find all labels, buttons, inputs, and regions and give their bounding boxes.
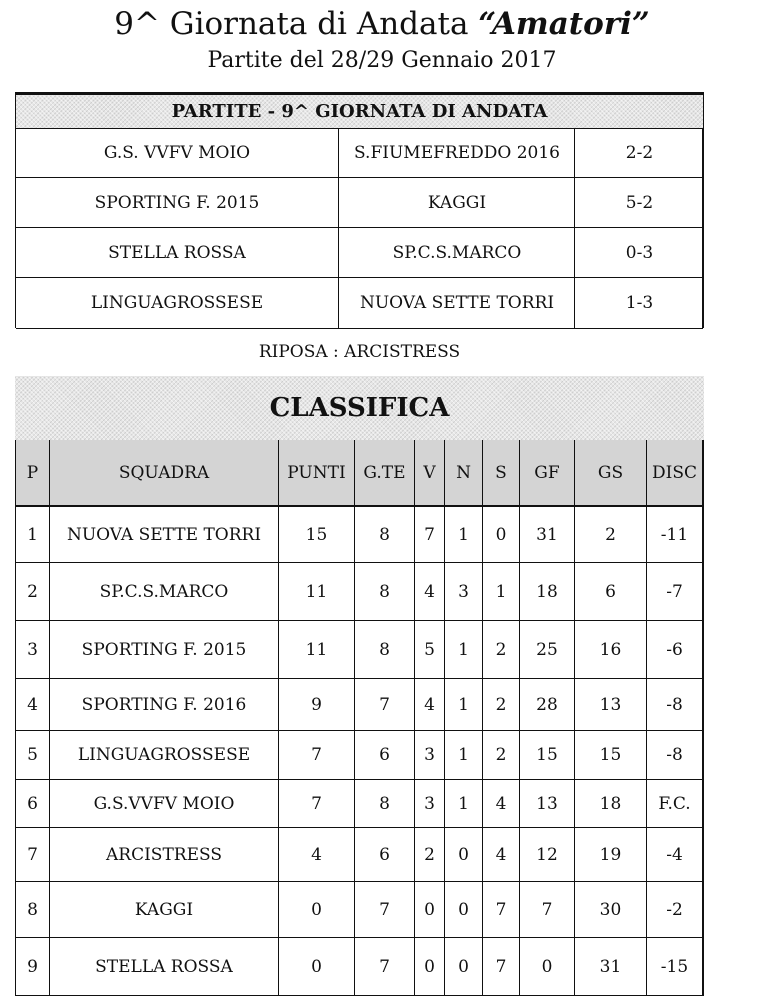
cell-goals-for: 31: [520, 507, 575, 563]
table-row: [15, 731, 704, 780]
cell-position: 9: [15, 938, 50, 996]
cell-goals-for: 18: [520, 563, 575, 621]
cell-goals-for: 7: [520, 882, 575, 938]
cell-wins: 4: [415, 563, 445, 621]
cell-goals-for: 25: [520, 621, 575, 679]
header-team: SQUADRA: [50, 440, 279, 507]
cell-draws: 0: [445, 828, 483, 882]
cell-goals-for: 15: [520, 731, 575, 780]
header-losses: S: [483, 440, 520, 507]
cell-games: 6: [355, 828, 415, 882]
cell-losses: 4: [483, 828, 520, 882]
cell-points: 4: [279, 828, 355, 882]
match-home: LINGUAGROSSESE: [90, 293, 264, 313]
match-score: 2-2: [574, 129, 704, 177]
cell-points: 11: [279, 621, 355, 679]
cell-points: 9: [279, 679, 355, 731]
match-row: [16, 129, 703, 178]
cell-discipline: F.C.: [647, 780, 704, 828]
cell-discipline: -11: [647, 507, 704, 563]
cell-goals-against: 13: [575, 679, 647, 731]
match-row: [16, 178, 703, 228]
cell-points: 0: [279, 938, 355, 996]
cell-games: 8: [355, 621, 415, 679]
table-row: [15, 882, 704, 938]
cell-points: 0: [279, 882, 355, 938]
header-discipline: DISC: [647, 440, 704, 507]
match-home: SPORTING F. 2015: [94, 192, 260, 213]
match-row: [16, 228, 703, 278]
table-row: [15, 563, 704, 621]
cell-wins: 3: [415, 731, 445, 780]
cell-losses: 7: [483, 938, 520, 996]
page-subtitle: Partite del 28/29 Gennaio 2017: [207, 48, 557, 73]
cell-wins: 7: [415, 507, 445, 563]
cell-position: 1: [15, 507, 50, 563]
cell-position: 6: [15, 780, 50, 828]
match-away: NUOVA SETTE TORRI: [338, 278, 575, 328]
cell-discipline: -7: [647, 563, 704, 621]
riposa-note: RIPOSA : ARCISTRESS: [258, 342, 461, 362]
cell-team: SPORTING F. 2015: [50, 621, 279, 679]
cell-losses: 7: [483, 882, 520, 938]
cell-draws: 3: [445, 563, 483, 621]
header-draws: N: [445, 440, 483, 507]
cell-draws: 1: [445, 621, 483, 679]
cell-position: 4: [15, 679, 50, 731]
cell-goals-against: 16: [575, 621, 647, 679]
cell-wins: 2: [415, 828, 445, 882]
cell-team: ARCISTRESS: [50, 828, 279, 882]
cell-games: 6: [355, 731, 415, 780]
table-row: [15, 679, 704, 731]
title-category: “Amatori”: [478, 6, 650, 42]
match-away: SP.C.S.MARCO: [338, 228, 575, 277]
cell-losses: 2: [483, 621, 520, 679]
cell-losses: 0: [483, 507, 520, 563]
cell-wins: 5: [415, 621, 445, 679]
cell-discipline: -2: [647, 882, 704, 938]
cell-draws: 1: [445, 780, 483, 828]
header-goals-for: GF: [520, 440, 575, 507]
match-score: 5-2: [574, 178, 704, 227]
cell-goals-against: 15: [575, 731, 647, 780]
table-row: [15, 828, 704, 882]
cell-goals-against: 19: [575, 828, 647, 882]
cell-draws: 1: [445, 507, 483, 563]
matches-table: [15, 92, 704, 328]
cell-games: 7: [355, 882, 415, 938]
cell-draws: 0: [445, 882, 483, 938]
cell-discipline: -8: [647, 679, 704, 731]
cell-goals-for: 12: [520, 828, 575, 882]
cell-goals-against: 31: [575, 938, 647, 996]
page-title: [0, 4, 764, 44]
cell-goals-for: 28: [520, 679, 575, 731]
cell-position: 8: [15, 882, 50, 938]
standings-table: [15, 440, 704, 998]
match-row: [16, 278, 703, 329]
cell-points: 7: [279, 731, 355, 780]
cell-wins: 4: [415, 679, 445, 731]
cell-team: SPORTING F. 2016: [50, 679, 279, 731]
cell-team: LINGUAGROSSESE: [50, 731, 279, 780]
cell-goals-for: 0: [520, 938, 575, 996]
cell-draws: 0: [445, 938, 483, 996]
cell-games: 8: [355, 507, 415, 563]
cell-team: NUOVA SETTE TORRI: [50, 507, 279, 563]
cell-goals-for: 13: [520, 780, 575, 828]
cell-team: G.S.VVFV MOIO: [50, 780, 279, 828]
classifica-heading: CLASSIFICA: [15, 376, 704, 440]
cell-goals-against: 2: [575, 507, 647, 563]
header-goals-against: GS: [575, 440, 647, 507]
cell-position: 2: [15, 563, 50, 621]
cell-team: SP.C.S.MARCO: [50, 563, 279, 621]
cell-wins: 0: [415, 882, 445, 938]
cell-losses: 4: [483, 780, 520, 828]
match-home: G.S. VVFV MOIO: [103, 143, 251, 163]
cell-games: 7: [355, 938, 415, 996]
cell-team: KAGGI: [50, 882, 279, 938]
cell-position: 5: [15, 731, 50, 780]
cell-points: 15: [279, 507, 355, 563]
table-row: [15, 780, 704, 828]
cell-losses: 2: [483, 731, 520, 780]
cell-games: 7: [355, 679, 415, 731]
cell-goals-against: 6: [575, 563, 647, 621]
cell-games: 8: [355, 780, 415, 828]
cell-goals-against: 30: [575, 882, 647, 938]
cell-position: 3: [15, 621, 50, 679]
standings-header-row: [15, 440, 704, 507]
header-wins: V: [415, 440, 445, 507]
cell-points: 11: [279, 563, 355, 621]
match-away: S.FIUMEFREDDO 2016: [338, 129, 575, 177]
cell-discipline: -8: [647, 731, 704, 780]
title-prefix: 9^ Giornata di Andata: [114, 6, 479, 42]
cell-wins: 3: [415, 780, 445, 828]
cell-losses: 2: [483, 679, 520, 731]
cell-position: 7: [15, 828, 50, 882]
table-row: [15, 621, 704, 679]
cell-discipline: -15: [647, 938, 704, 996]
cell-goals-against: 18: [575, 780, 647, 828]
cell-losses: 1: [483, 563, 520, 621]
match-home: STELLA ROSSA: [108, 242, 246, 263]
header-points: PUNTI: [279, 440, 355, 507]
header-position: P: [15, 440, 50, 507]
match-score: 0-3: [574, 228, 704, 277]
cell-discipline: -6: [647, 621, 704, 679]
matches-heading: PARTITE - 9^ GIORNATA DI ANDATA: [16, 95, 703, 129]
cell-wins: 0: [415, 938, 445, 996]
table-row: [15, 938, 704, 996]
cell-discipline: -4: [647, 828, 704, 882]
cell-points: 7: [279, 780, 355, 828]
cell-draws: 1: [445, 679, 483, 731]
cell-games: 8: [355, 563, 415, 621]
match-score: 1-3: [574, 278, 704, 328]
cell-team: STELLA ROSSA: [50, 938, 279, 996]
table-row: [15, 507, 704, 563]
match-away: KAGGI: [338, 178, 575, 227]
cell-draws: 1: [445, 731, 483, 780]
header-games: G.TE: [355, 440, 415, 507]
